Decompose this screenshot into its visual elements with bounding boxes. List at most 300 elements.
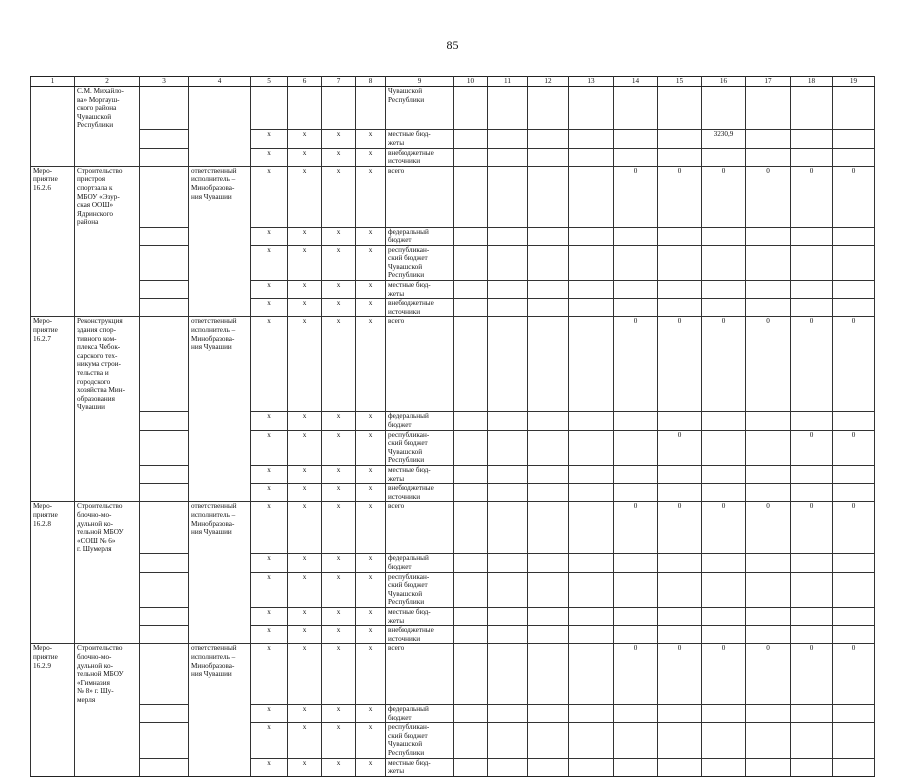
- budget-table: [30, 76, 875, 777]
- table-cell: [702, 466, 746, 484]
- column-header: 14: [614, 77, 658, 87]
- table-cell: x: [288, 412, 322, 430]
- table-cell: [31, 87, 75, 130]
- table-cell: [746, 299, 791, 317]
- table-cell: [454, 412, 488, 430]
- table-cell: [658, 281, 702, 299]
- table-cell: [528, 644, 569, 705]
- table-cell: ответственный исполнитель – Минобразова- ния Чувашии: [189, 317, 251, 412]
- table-cell: [569, 644, 614, 705]
- table-cell: [31, 554, 75, 572]
- table-cell: [569, 130, 614, 148]
- table-cell: x: [356, 502, 386, 554]
- table-cell: [791, 148, 833, 166]
- table-cell: всего: [386, 166, 454, 227]
- table-cell: [31, 705, 75, 723]
- table-cell: x: [322, 281, 356, 299]
- table-cell: x: [322, 572, 356, 607]
- column-header: 6: [288, 77, 322, 87]
- table-cell: Меро- приятие 16.2.8: [31, 502, 75, 554]
- table-cell: x: [251, 130, 288, 148]
- table-cell: x: [288, 130, 322, 148]
- table-cell: x: [322, 227, 356, 245]
- table-cell: [528, 608, 569, 626]
- table-cell: [569, 572, 614, 607]
- table-cell: Меро- приятие 16.2.6: [31, 166, 75, 227]
- table-cell: [569, 430, 614, 465]
- table-cell: [833, 412, 875, 430]
- table-row: [31, 166, 875, 227]
- table-cell: [702, 484, 746, 502]
- table-cell: x: [356, 758, 386, 776]
- table-cell: [702, 705, 746, 723]
- table-cell: x: [356, 554, 386, 572]
- table-cell: [569, 466, 614, 484]
- table-cell: [75, 626, 140, 644]
- column-header: 1: [31, 77, 75, 87]
- table-cell: [791, 723, 833, 758]
- table-cell: 0: [702, 317, 746, 412]
- table-cell: x: [288, 554, 322, 572]
- table-cell: [614, 227, 658, 245]
- table-cell: [833, 608, 875, 626]
- table-cell: 0: [658, 502, 702, 554]
- table-cell: [189, 430, 251, 465]
- table-cell: x: [356, 317, 386, 412]
- table-cell: [288, 87, 322, 130]
- table-cell: [140, 572, 189, 607]
- table-cell: [833, 705, 875, 723]
- table-cell: [791, 484, 833, 502]
- table-cell: x: [322, 466, 356, 484]
- column-header: 18: [791, 77, 833, 87]
- table-cell: [746, 466, 791, 484]
- table-cell: [454, 87, 488, 130]
- table-cell: [791, 299, 833, 317]
- table-cell: [569, 723, 614, 758]
- table-cell: x: [288, 430, 322, 465]
- table-cell: [746, 608, 791, 626]
- table-cell: [791, 87, 833, 130]
- table-cell: [189, 87, 251, 130]
- table-cell: [140, 723, 189, 758]
- table-cell: [75, 484, 140, 502]
- table-cell: [528, 227, 569, 245]
- table-cell: [488, 166, 528, 227]
- table-cell: [569, 299, 614, 317]
- table-cell: [75, 705, 140, 723]
- table-cell: x: [288, 227, 322, 245]
- table-cell: [31, 626, 75, 644]
- table-cell: [488, 723, 528, 758]
- table-cell: [140, 412, 189, 430]
- table-cell: [614, 130, 658, 148]
- table-cell: [614, 245, 658, 280]
- table-cell: [140, 227, 189, 245]
- table-cell: [528, 705, 569, 723]
- table-cell: 0: [614, 502, 658, 554]
- table-cell: 0: [833, 644, 875, 705]
- table-cell: [454, 484, 488, 502]
- table-cell: всего: [386, 317, 454, 412]
- table-cell: [569, 608, 614, 626]
- table-cell: [746, 758, 791, 776]
- table-cell: [702, 626, 746, 644]
- table-cell: [658, 227, 702, 245]
- table-cell: [488, 299, 528, 317]
- table-cell: [528, 166, 569, 227]
- table-cell: [569, 484, 614, 502]
- table-cell: [488, 227, 528, 245]
- table-cell: x: [251, 723, 288, 758]
- table-cell: местные бюд- жеты: [386, 130, 454, 148]
- table-cell: x: [322, 130, 356, 148]
- table-cell: [189, 466, 251, 484]
- table-cell: [702, 572, 746, 607]
- table-cell: [614, 430, 658, 465]
- table-cell: [614, 412, 658, 430]
- table-cell: федеральный бюджет: [386, 412, 454, 430]
- table-cell: [140, 166, 189, 227]
- table-cell: [833, 466, 875, 484]
- table-cell: [746, 554, 791, 572]
- table-cell: x: [322, 758, 356, 776]
- table-cell: x: [251, 412, 288, 430]
- table-cell: внебюджетные источники: [386, 148, 454, 166]
- table-cell: x: [356, 281, 386, 299]
- table-cell: [528, 245, 569, 280]
- table-cell: [140, 430, 189, 465]
- table-cell: [356, 87, 386, 130]
- table-row: [31, 87, 875, 130]
- table-cell: x: [322, 608, 356, 626]
- table-cell: [614, 87, 658, 130]
- table-cell: x: [322, 299, 356, 317]
- table-cell: [833, 148, 875, 166]
- table-cell: ответственный исполнитель – Минобразова- ния Чувашии: [189, 502, 251, 554]
- table-cell: [75, 572, 140, 607]
- table-cell: [658, 723, 702, 758]
- table-cell: [31, 430, 75, 465]
- table-cell: республикан- ский бюджет Чувашской Республики: [386, 245, 454, 280]
- table-cell: [746, 484, 791, 502]
- table-cell: [833, 227, 875, 245]
- table-cell: республикан- ский бюджет Чувашской Республики: [386, 572, 454, 607]
- table-cell: x: [288, 502, 322, 554]
- table-cell: x: [288, 317, 322, 412]
- table-cell: [454, 130, 488, 148]
- table-cell: x: [322, 484, 356, 502]
- table-cell: x: [288, 705, 322, 723]
- table-cell: 0: [614, 644, 658, 705]
- table-cell: [791, 758, 833, 776]
- table-cell: 0: [658, 166, 702, 227]
- table-cell: [702, 245, 746, 280]
- table-cell: [454, 466, 488, 484]
- table-cell: [528, 572, 569, 607]
- table-cell: [189, 554, 251, 572]
- table-cell: [251, 87, 288, 130]
- table-cell: [528, 87, 569, 130]
- table-cell: [140, 705, 189, 723]
- table-cell: [569, 758, 614, 776]
- table-cell: [140, 484, 189, 502]
- table-cell: местные бюд- жеты: [386, 608, 454, 626]
- table-cell: [454, 608, 488, 626]
- table-cell: [75, 281, 140, 299]
- table-cell: x: [288, 299, 322, 317]
- table-cell: федеральный бюджет: [386, 554, 454, 572]
- table-cell: [746, 412, 791, 430]
- table-cell: [528, 148, 569, 166]
- table-cell: [189, 281, 251, 299]
- table-row: [31, 299, 875, 317]
- table-cell: [569, 245, 614, 280]
- table-cell: [31, 412, 75, 430]
- table-cell: [791, 626, 833, 644]
- table-cell: [528, 317, 569, 412]
- table-cell: [140, 608, 189, 626]
- table-cell: x: [251, 317, 288, 412]
- table-cell: x: [356, 148, 386, 166]
- table-cell: [702, 430, 746, 465]
- table-cell: [488, 281, 528, 299]
- table-cell: Строительство блочно-мо- дульной ко- тельной МБОУ «Гимназия № 8» г. Шу- мерля: [75, 644, 140, 705]
- table-cell: 0: [833, 430, 875, 465]
- table-cell: [528, 281, 569, 299]
- table-cell: [488, 130, 528, 148]
- table-cell: Строительство блочно-мо- дульной ко- тельной МБОУ «СОШ № 6» г. Шумерля: [75, 502, 140, 554]
- table-cell: [791, 572, 833, 607]
- table-cell: [488, 608, 528, 626]
- table-cell: [488, 554, 528, 572]
- table-cell: [833, 281, 875, 299]
- table-cell: [31, 130, 75, 148]
- header-row: [31, 77, 875, 87]
- table-cell: [658, 608, 702, 626]
- table-cell: [614, 554, 658, 572]
- table-cell: [569, 412, 614, 430]
- table-cell: 0: [791, 430, 833, 465]
- table-cell: [75, 758, 140, 776]
- table-row: [31, 412, 875, 430]
- table-cell: Меро- приятие 16.2.7: [31, 317, 75, 412]
- table-cell: [75, 430, 140, 465]
- table-cell: [658, 130, 702, 148]
- table-cell: местные бюд- жеты: [386, 281, 454, 299]
- table-cell: x: [356, 626, 386, 644]
- table-cell: [746, 572, 791, 607]
- column-header: 15: [658, 77, 702, 87]
- table-cell: [791, 412, 833, 430]
- table-cell: 0: [791, 502, 833, 554]
- table-cell: [702, 148, 746, 166]
- table-cell: [702, 412, 746, 430]
- table-cell: 0: [791, 644, 833, 705]
- table-cell: x: [356, 466, 386, 484]
- table-cell: [833, 87, 875, 130]
- table-cell: x: [288, 281, 322, 299]
- table-cell: [31, 758, 75, 776]
- column-header: 5: [251, 77, 288, 87]
- table-cell: [140, 626, 189, 644]
- table-cell: [791, 705, 833, 723]
- table-cell: [702, 554, 746, 572]
- table-cell: Строительство пристроя спортзала к МБОУ «Эзур- ская ООШ» Ядринского района: [75, 166, 140, 227]
- table-cell: x: [288, 626, 322, 644]
- table-cell: [702, 723, 746, 758]
- column-header: 19: [833, 77, 875, 87]
- table-cell: [75, 299, 140, 317]
- table-cell: [614, 281, 658, 299]
- table-cell: x: [288, 245, 322, 280]
- table-cell: x: [288, 608, 322, 626]
- column-header: 17: [746, 77, 791, 87]
- table-cell: [31, 466, 75, 484]
- table-cell: 0: [658, 430, 702, 465]
- table-cell: [746, 148, 791, 166]
- table-cell: [189, 758, 251, 776]
- table-cell: [791, 608, 833, 626]
- table-row: [31, 130, 875, 148]
- table-cell: [791, 554, 833, 572]
- table-cell: [614, 626, 658, 644]
- table-cell: [702, 758, 746, 776]
- table-cell: [528, 484, 569, 502]
- table-cell: x: [288, 466, 322, 484]
- table-cell: [658, 554, 702, 572]
- table-cell: внебюджетные источники: [386, 299, 454, 317]
- table-cell: [658, 758, 702, 776]
- table-cell: [658, 148, 702, 166]
- table-cell: [140, 554, 189, 572]
- table-cell: Чувашской Республики: [386, 87, 454, 130]
- table-cell: [658, 572, 702, 607]
- table-cell: ответственный исполнитель – Минобразова- ния Чувашии: [189, 166, 251, 227]
- table-cell: x: [356, 723, 386, 758]
- table-cell: [746, 281, 791, 299]
- table-cell: [75, 723, 140, 758]
- table-cell: [528, 299, 569, 317]
- table-cell: 0: [746, 166, 791, 227]
- table-cell: [75, 466, 140, 484]
- table-cell: [569, 502, 614, 554]
- table-cell: 0: [702, 644, 746, 705]
- table-cell: [488, 626, 528, 644]
- table-cell: x: [322, 317, 356, 412]
- table-cell: [189, 148, 251, 166]
- table-cell: [746, 626, 791, 644]
- table-cell: [658, 299, 702, 317]
- table-cell: федеральный бюджет: [386, 227, 454, 245]
- table-row: [31, 317, 875, 412]
- table-cell: x: [251, 148, 288, 166]
- table-cell: [189, 484, 251, 502]
- table-row: [31, 644, 875, 705]
- table-cell: [614, 758, 658, 776]
- table-cell: x: [288, 166, 322, 227]
- table-cell: всего: [386, 644, 454, 705]
- table-cell: [528, 130, 569, 148]
- table-cell: [614, 608, 658, 626]
- table-cell: [322, 87, 356, 130]
- table-cell: [488, 245, 528, 280]
- table-cell: [189, 130, 251, 148]
- table-cell: [569, 87, 614, 130]
- table-cell: [189, 705, 251, 723]
- table-cell: x: [251, 430, 288, 465]
- table-cell: [140, 644, 189, 705]
- column-header: 4: [189, 77, 251, 87]
- table-cell: [75, 608, 140, 626]
- table-row: [31, 148, 875, 166]
- table-cell: x: [322, 166, 356, 227]
- table-cell: [454, 572, 488, 607]
- table-cell: республикан- ский бюджет Чувашской Республики: [386, 430, 454, 465]
- page-number: 85: [446, 38, 459, 52]
- table-cell: 0: [746, 502, 791, 554]
- table-cell: [528, 554, 569, 572]
- table-cell: [488, 466, 528, 484]
- table-row: [31, 626, 875, 644]
- table-cell: [702, 299, 746, 317]
- table-cell: [833, 572, 875, 607]
- table-cell: [75, 554, 140, 572]
- table-cell: x: [356, 572, 386, 607]
- table-cell: x: [251, 227, 288, 245]
- table-row: [31, 723, 875, 758]
- table-cell: [614, 705, 658, 723]
- table-cell: [658, 245, 702, 280]
- table-cell: [488, 317, 528, 412]
- table-cell: [528, 502, 569, 554]
- table-cell: 0: [791, 166, 833, 227]
- table-cell: [569, 705, 614, 723]
- column-header: 9: [386, 77, 454, 87]
- table-cell: [31, 608, 75, 626]
- table-cell: [189, 227, 251, 245]
- table-cell: [833, 484, 875, 502]
- table-cell: Меро- приятие 16.2.9: [31, 644, 75, 705]
- table-cell: [189, 723, 251, 758]
- table-cell: 3230,9: [702, 130, 746, 148]
- table-cell: x: [322, 412, 356, 430]
- table-cell: [31, 299, 75, 317]
- table-cell: x: [356, 608, 386, 626]
- column-header: 12: [528, 77, 569, 87]
- table-cell: [791, 227, 833, 245]
- table-cell: [140, 758, 189, 776]
- table-cell: x: [322, 705, 356, 723]
- table-cell: x: [251, 502, 288, 554]
- table-cell: x: [322, 644, 356, 705]
- table-cell: [140, 245, 189, 280]
- table-cell: местные бюд- жеты: [386, 466, 454, 484]
- table-cell: [189, 626, 251, 644]
- table-cell: x: [356, 644, 386, 705]
- table-cell: [454, 502, 488, 554]
- table-cell: [791, 245, 833, 280]
- table-cell: 0: [791, 317, 833, 412]
- table-cell: [189, 245, 251, 280]
- table-cell: [746, 227, 791, 245]
- table-cell: 0: [833, 166, 875, 227]
- table-cell: x: [356, 245, 386, 280]
- table-cell: Реконструкция здания спор- тивного ком- плекса Чебок- сарского тех- никума строи- тельства и городского хозяйства Мин- образования Чувашии: [75, 317, 140, 412]
- table-cell: x: [356, 705, 386, 723]
- table-row: [31, 502, 875, 554]
- table-cell: [569, 317, 614, 412]
